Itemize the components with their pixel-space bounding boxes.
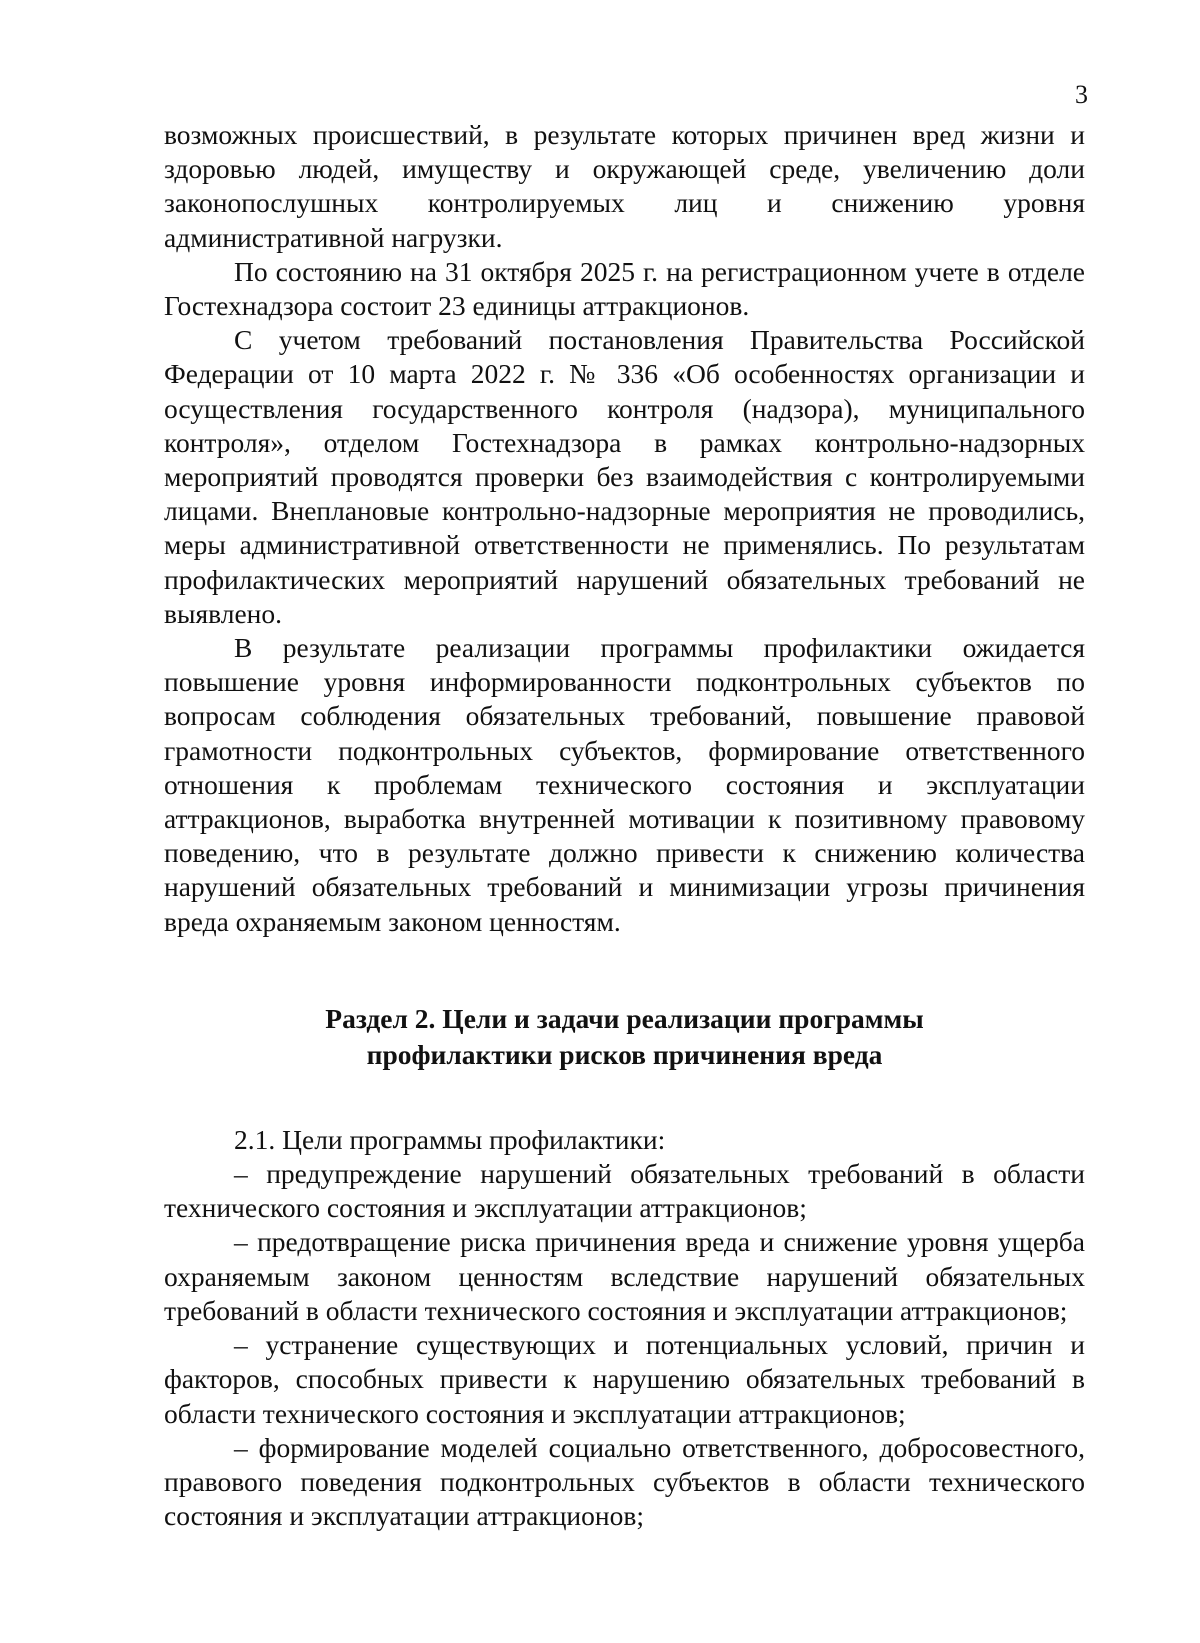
paragraph-expected-results: В результате реализации программы профилактики ожидается повышение уровня информированности подконтрольных субъектов по вопросам соблюдения обязательных требований, повышение правовой грамотности подконтрольных субъектов, формирование ответственного отношения к проблемам технического состояния и эксплуатации аттракционов, выработка внутренней мотивации к позитивному правовому поведению, что в результате должно привести к снижению количества нарушений обязательных требований и минимизации угрозы причинения вреда охраняемым законом ценностям.: [164, 632, 1085, 937]
list-item-goal-4: – формирование моделей социально ответственного, добросовестного, правового поведения подконтрольных субъектов в области технического состояния и эксплуатации аттракционов;: [164, 1431, 1085, 1532]
paragraph-control-measures: С учетом требований постановления Правительства Российской Федерации от 10 марта 2022 г. № 336 «Об особенностях организации и осуществления государственного контроля (надзора), муниципального контроля», отделом Гостехнадзора в рамках контрольно-надзорных мероприятий проводятся проверки без взаимодействия с контролируемыми лицами. Внеплановые контрольно-надзорные мероприятия не проводились, меры административной ответственности не применялись. По результатам профилактических мероприятий нарушений обязательных требований не выявлено.: [164, 324, 1085, 629]
paragraph-continuation: возможных происшествий, в результате которых причинен вред жизни и здоровью людей, имуществу и окружающей среде, увеличению доли законопослушных контролируемых лиц и снижению уровня административной нагрузки.: [164, 119, 1085, 253]
paragraph-goals-title: 2.1. Цели программы профилактики:: [234, 1123, 666, 1155]
list-item-goal-1: – предупреждение нарушений обязательных требований в области технического состояния и эксплуатации аттракционов;: [164, 1158, 1085, 1224]
document-body: [164, 118, 1085, 1533]
paragraph-registration-status: По состоянию на 31 октября 2025 г. на регистрационном учете в отделе Гостехнадзора состоит 23 единицы аттракционов.: [164, 255, 1085, 322]
list-item-goal-2: – предотвращение риска причинения вреда и снижение уровня ущерба охраняемым законом ценностям вследствие нарушений обязательных требований в области технического состояния и эксплуатации аттракционов;: [164, 1226, 1085, 1326]
page-number: 3: [1075, 80, 1088, 109]
section-heading-line-2: профилактики рисков причинения вреда: [366, 1038, 883, 1070]
section-heading-line-1: Раздел 2. Цели и задачи реализации программы: [325, 1002, 924, 1034]
list-item-goal-3: – устранение существующих и потенциальных условий, причин и факторов, способных привести к нарушению обязательных требований в области технического состояния и эксплуатации аттракционов;: [164, 1329, 1085, 1429]
section-heading: [164, 1001, 1085, 1073]
